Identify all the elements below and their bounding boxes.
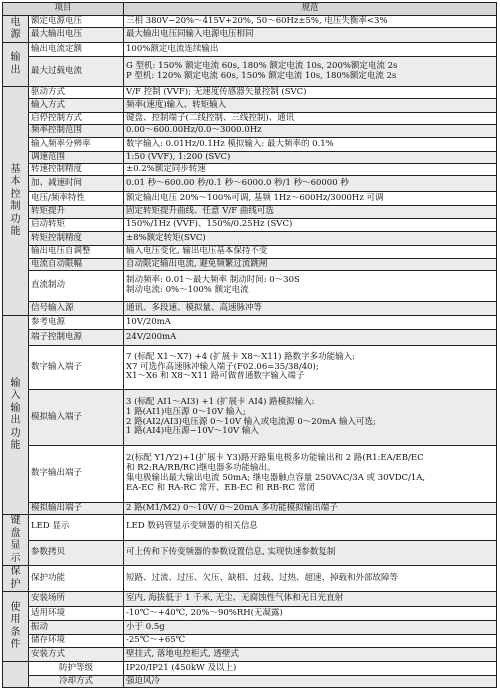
spec-cell	[124, 16, 497, 28]
spec-line: 2(标配 Y1/Y2)+1(扩展卡 Y3)路开路集电极多功能输出和 2 路(R1:EA/EB/EC	[126, 453, 424, 464]
spec-cell	[124, 87, 497, 99]
spec-cell	[124, 592, 497, 607]
spec-cell	[124, 57, 497, 87]
item-name: 频率控制范围	[29, 125, 124, 138]
spec-line: 频率(速度)输入、转矩输入	[126, 99, 227, 110]
table-row	[3, 192, 497, 206]
table-row	[3, 219, 497, 232]
spec-line: -10℃～+40℃, 20%～90%RH(无凝露)	[126, 607, 283, 618]
category-cell: 基 本 控 制 功 能	[3, 87, 29, 316]
table-row	[3, 138, 497, 152]
category-cell: 使 用 条 件	[3, 592, 29, 662]
spec-body	[3, 16, 497, 688]
item-name: LED 显示	[29, 515, 124, 541]
spec-line: 固定转矩提升曲线、任意 V/F 曲线可选	[126, 206, 274, 217]
item-name: 储存环境	[29, 635, 124, 648]
spec-line: 小于 0.5g	[126, 621, 165, 632]
table-row	[3, 271, 497, 302]
item-name: 数字输出端子	[29, 446, 124, 503]
table-row	[3, 621, 497, 635]
spec-line: P 型机: 120% 额定电流 60s, 150% 额定电流 10s, 180%额定电流 2s	[126, 70, 397, 81]
table-row	[3, 503, 497, 515]
spec-line: 100%额定电流连续输出	[126, 43, 219, 54]
spec-cell	[124, 648, 497, 662]
spec-line: 制动频率: 0.01～最大频率 制动时间: 0～30S	[126, 275, 300, 286]
spec-line: 三相 380V−20%～415V+20%, 50～60Hz±5%, 电压失衡率<3%	[126, 15, 388, 26]
spec-line: 和 R2:RA/RB/RC)继电器多功能输出。	[126, 463, 276, 474]
spec-line: 数字输入: 0.01Hz/0.1Hz 模拟输入: 最大频率的 0.1%	[126, 138, 334, 149]
table-row	[3, 246, 497, 259]
item-name: 保护功能	[29, 566, 124, 592]
item-name: 调速范围	[29, 152, 124, 164]
spec-line: 1 路(AI4)电压源−10V～10V 输入	[126, 426, 259, 437]
table-row	[3, 316, 497, 330]
spec-line: EA-EC 和 RA-RC 常开、EB-EC 和 RB-RC 常闭	[126, 482, 315, 493]
item-name: 参考电源	[29, 316, 124, 330]
spec-line: X7 可选作高速脉冲输入端子(F02.06=35/38/40);	[126, 361, 319, 372]
spec-line: 室内, 海拔低于 1 千米, 无尘、无腐蚀性气体和无日光直射	[126, 593, 344, 604]
spec-cell	[124, 346, 497, 390]
spec-line: 150%/1Hz (VVF)、150%/0.25Hz (SVC)	[126, 219, 293, 230]
category-cell: 电 源	[3, 16, 29, 43]
item-name: 输入频率分辨率	[29, 138, 124, 152]
spec-cell	[124, 390, 497, 446]
item-name: 防护等级	[29, 662, 124, 676]
item-name: 输入方式	[29, 99, 124, 113]
table-row	[3, 446, 497, 503]
spec-line: 2 路(M1/M2) 0～10V/ 0～20mA 多功能模拟输出端子	[126, 502, 338, 513]
spec-line: V/F 控制 (VVF); 无速度传感器矢量控制 (SVC)	[126, 86, 307, 97]
item-name: 最大过载电流	[29, 57, 124, 87]
spec-cell	[124, 330, 497, 346]
spec-cell	[124, 662, 497, 676]
table-row	[3, 540, 497, 566]
spec-cell	[124, 246, 497, 259]
spec-cell	[124, 138, 497, 152]
item-name: 安装方式	[29, 648, 124, 662]
category-cell: 输 入 输 出 功 能	[3, 316, 29, 515]
spec-line: 壁挂式, 落地电控柜式, 透壁式	[126, 648, 239, 659]
spec-line: 1:50 (VVF), 1:200 (SVC)	[126, 151, 231, 162]
header-row	[3, 3, 497, 16]
spec-cell	[124, 271, 497, 302]
spec-line: 集电极输出最大输出电流 50mA; 继电器触点容量 250VAC/3A 或 30VDC/1A,	[126, 473, 426, 483]
spec-cell	[124, 206, 497, 219]
spec-line: 输入电压变化, 输出电压基本保持不变	[126, 246, 268, 257]
item-name: 额定电源电压	[29, 16, 124, 28]
spec-line: 制动电流: 0%～100% 额定电流	[126, 285, 249, 295]
item-name: 启动转矩	[29, 219, 124, 232]
item-name: 直流制动	[29, 271, 124, 302]
item-name: 输出电流定额	[29, 43, 124, 57]
table-row	[3, 87, 497, 99]
spec-line: 3 (标配 AI1～AI3) +1 (扩展卡 AI4) 路模拟输入:	[126, 396, 315, 407]
item-name: 参数拷贝	[29, 540, 124, 566]
spec-line: 自动限定输出电流, 避免频繁过流跳闸	[126, 258, 268, 269]
table-row	[3, 16, 497, 28]
spec-cell	[124, 446, 497, 503]
item-name: 转矩提升	[29, 206, 124, 219]
spec-cell	[124, 540, 497, 566]
item-name: 模拟输入端子	[29, 390, 124, 446]
table-row	[3, 676, 497, 688]
spec-cell	[124, 676, 497, 688]
spec-line: 通讯、多段速、模拟量、高速脉冲等	[126, 302, 263, 313]
table-row	[3, 648, 497, 662]
table-row	[3, 176, 497, 192]
spec-cell	[124, 43, 497, 57]
item-name: 信号输入源	[29, 302, 124, 316]
spec-cell	[124, 192, 497, 206]
spec-cell	[124, 621, 497, 635]
table-row	[3, 330, 497, 346]
spec-line: IP20/IP21 (450kW 及以上)	[126, 662, 237, 673]
category-cell: 键 盘 显 示	[3, 515, 29, 566]
spec-cell	[124, 302, 497, 316]
item-name: 输出电压自调整	[29, 246, 124, 259]
spec-cell	[124, 316, 497, 330]
spec-line: 0.00～600.00Hz/0.0～3000.0Hz	[126, 125, 262, 136]
spec-cell	[124, 176, 497, 192]
spec-cell	[124, 152, 497, 164]
spec-line: 7 (标配 X1～X7) +4 (扩展卡 X8～X11) 路数字多功能输入:	[126, 351, 356, 362]
item-name: 加、减速时间	[29, 176, 124, 192]
spec-cell	[124, 219, 497, 232]
table-row	[3, 259, 497, 271]
spec-line: -25℃～+65℃	[126, 635, 186, 646]
category-cell: 输 出	[3, 43, 29, 87]
spec-cell	[124, 232, 497, 246]
header-spec: 规范	[124, 3, 497, 16]
table-row	[3, 346, 497, 390]
spec-line: LED 数码管显示变频器的相关信息	[126, 521, 258, 532]
item-name: 冷却方式	[29, 676, 124, 688]
spec-line: G 型机: 150% 额定电流 60s, 180% 额定电流 10s, 200%额定电流 2s	[126, 60, 398, 71]
table-row	[3, 152, 497, 164]
table-row	[3, 592, 497, 607]
item-name: 最大输出电压	[29, 28, 124, 43]
table-row	[3, 607, 497, 621]
table-row	[3, 206, 497, 219]
item-name: 转矩控制精度	[29, 232, 124, 246]
table-row	[3, 43, 497, 57]
spec-cell	[124, 164, 497, 176]
spec-line: 短路、过流、过压、欠压、缺相、过载、过热、超速、掉载和外部故障等	[126, 572, 399, 583]
item-name: 适用环境	[29, 607, 124, 621]
spec-line: 可上传和下传变频器的参数设置信息, 实现快速参数复制	[126, 546, 336, 557]
table-row	[3, 635, 497, 648]
item-name: 启停控制方式	[29, 113, 124, 125]
item-name: 安装场所	[29, 592, 124, 607]
item-name: 电流自动限幅	[29, 259, 124, 271]
table-row	[3, 164, 497, 176]
table-row	[3, 28, 497, 43]
table-row	[3, 113, 497, 125]
category-cell: 保 护	[3, 566, 29, 592]
spec-line: 24V/200mA	[126, 331, 177, 342]
spec-line: 额定输出电压 20%～100%可调, 基频 1Hz～600Hz/3000Hz 可调	[126, 192, 384, 203]
table-row	[3, 232, 497, 246]
spec-line: ±8%额定转矩(SVC)	[126, 232, 206, 243]
spec-cell	[124, 259, 497, 271]
spec-cell	[124, 566, 497, 592]
item-name: 振动	[29, 621, 124, 635]
header-item: 项目	[3, 3, 124, 16]
spec-line: 最大输出电压同输入电源电压相同	[126, 29, 254, 40]
spec-line: 强迫风冷	[126, 675, 161, 686]
spec-line: 1 路(AI1)电压源 0～10V 输入;	[126, 406, 246, 417]
table-row	[3, 302, 497, 316]
table-row	[3, 390, 497, 446]
item-name: 数字输入端子	[29, 346, 124, 390]
spec-line: 0.01 秒～600.00 秒/0.1 秒～6000.0 秒/1 秒～60000 秒	[126, 177, 349, 188]
table-row	[3, 99, 497, 113]
spec-line: 2 路(AI2/AI3)电压源 0～10V 输入或电流源 0～20mA 输入可选;	[126, 416, 376, 427]
category-cell	[3, 662, 29, 688]
spec-line: 10V/20mA	[126, 316, 171, 327]
spec-line: 键盘、控制端子(二线控制、三线控制)、通讯	[126, 112, 295, 123]
spec-cell	[124, 503, 497, 515]
table-row	[3, 125, 497, 138]
item-name: 端子控制电源	[29, 330, 124, 346]
spec-line: ±0.2%额定同步转速	[126, 163, 206, 174]
spec-cell	[124, 113, 497, 125]
table-row	[3, 57, 497, 87]
item-name: 转速控制精度	[29, 164, 124, 176]
spec-cell	[124, 125, 497, 138]
spec-cell	[124, 607, 497, 621]
spec-cell	[124, 515, 497, 541]
item-name: 电压/频率特性	[29, 192, 124, 206]
item-name: 驱动方式	[29, 87, 124, 99]
spec-cell	[124, 99, 497, 113]
spec-line: X1～X6 和 X8～X11 路可做普通数字输入端子	[126, 371, 305, 382]
item-name: 模拟输出端子	[29, 503, 124, 515]
spec-cell	[124, 28, 497, 43]
table-row	[3, 566, 497, 592]
table-row	[3, 515, 497, 541]
table-row	[3, 662, 497, 676]
spec-table	[2, 2, 497, 688]
spec-cell	[124, 635, 497, 648]
